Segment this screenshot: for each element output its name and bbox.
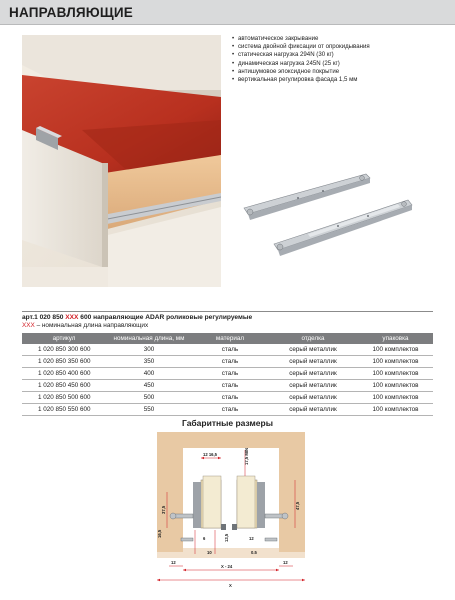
column-header: номинальная длина, мм	[106, 333, 192, 344]
table-row	[22, 344, 433, 356]
dim-left-small: 16,5	[157, 529, 162, 538]
table-header-row	[22, 333, 433, 344]
table-cell: 450	[106, 380, 192, 392]
feature-item: • статическая нагрузка 294N (30 кг)	[232, 51, 370, 59]
dim-left-height: 37,5	[161, 505, 166, 514]
dim-small-12: 12	[249, 536, 254, 541]
feature-list	[232, 35, 370, 84]
table-cell: сталь	[192, 380, 268, 392]
table-row	[22, 380, 433, 392]
column-header: отделка	[268, 333, 358, 344]
legend-text: – номинальная длина направляющих	[34, 322, 149, 329]
table-cell: серый металлик	[268, 368, 358, 380]
article-title	[22, 314, 252, 321]
table-cell: 100 комплектов	[358, 344, 433, 356]
table-cell: сталь	[192, 368, 268, 380]
article-legend	[22, 322, 148, 329]
table-cell: 500	[106, 392, 192, 404]
slide-rail-lower	[274, 200, 412, 256]
table-cell: сталь	[192, 404, 268, 416]
article-prefix: арт.1 020 850	[22, 314, 66, 321]
table-cell: серый металлик	[268, 344, 358, 356]
table-cell: серый металлик	[268, 392, 358, 404]
table-row	[22, 356, 433, 368]
dim-bottom-left: 12	[171, 560, 176, 565]
dim-top-width: 12 16,5	[203, 452, 217, 457]
dim-overall: X	[229, 583, 232, 588]
table-row	[22, 368, 433, 380]
dim-center-height: 13,5	[224, 533, 229, 542]
section-divider	[22, 311, 433, 312]
table-cell: 1 020 850 300 600	[22, 344, 106, 356]
table-cell: 1 020 850 550 600	[22, 404, 106, 416]
table-cell: 300	[106, 344, 192, 356]
dim-bottom-right: 12	[283, 560, 288, 565]
feature-item: • вертикальная регулировка фасада 1,5 мм	[232, 76, 370, 84]
dim-bottom-center: X - 24	[221, 564, 233, 569]
table-cell: 100 комплектов	[358, 356, 433, 368]
drawer-photo	[22, 35, 221, 287]
table-cell: 100 комплектов	[358, 392, 433, 404]
article-code-highlight: XXX	[65, 314, 79, 321]
table-cell: 400	[106, 368, 192, 380]
feature-item: • антишумовое эпоксидное покрытие	[232, 68, 370, 76]
table-row	[22, 392, 433, 404]
article-suffix: 600 направляющие ADAR роликовые регулируемые	[78, 314, 253, 321]
table-cell: 350	[106, 356, 192, 368]
dim-right-height: 47,5	[295, 501, 300, 510]
column-header: артикул	[22, 333, 106, 344]
feature-item: • динамическая нагрузка 245N (25 кг)	[232, 60, 370, 68]
legend-code: XXX	[22, 322, 35, 329]
table-cell: 100 комплектов	[358, 380, 433, 392]
table-cell: 550	[106, 404, 192, 416]
table-cell: сталь	[192, 392, 268, 404]
table-cell: серый металлик	[268, 404, 358, 416]
table-cell: 1 020 850 500 600	[22, 392, 106, 404]
title-bar	[0, 0, 455, 25]
dim-small-6: 6	[203, 536, 206, 541]
table-cell: сталь	[192, 344, 268, 356]
feature-item: • система двойной фиксации от опрокидывания	[232, 43, 370, 51]
dim-small-05: 0.5	[251, 550, 257, 555]
table-cell: 100 комплектов	[358, 404, 433, 416]
dim-top-height: 17,5 MIN	[244, 448, 249, 465]
column-header: упаковка	[358, 333, 433, 344]
slide-rail-upper	[244, 174, 370, 220]
slides-illustration	[238, 170, 416, 258]
feature-item: • автоматическое закрывание	[232, 35, 370, 43]
table-cell: 100 комплектов	[358, 368, 433, 380]
table-cell: 1 020 850 400 600	[22, 368, 106, 380]
dimensions-title: Габаритные размеры	[182, 418, 273, 428]
table-cell: серый металлик	[268, 380, 358, 392]
dim-small-10: 10	[207, 550, 212, 555]
dimensions-drawing	[155, 430, 307, 593]
page-title: НАПРАВЛЯЮЩИЕ	[9, 5, 133, 20]
table-cell: серый металлик	[268, 356, 358, 368]
table-cell: сталь	[192, 356, 268, 368]
table-cell: 1 020 850 350 600	[22, 356, 106, 368]
table-cell: 1 020 850 450 600	[22, 380, 106, 392]
table-row	[22, 404, 433, 416]
column-header: материал	[192, 333, 268, 344]
spec-table	[22, 333, 433, 416]
